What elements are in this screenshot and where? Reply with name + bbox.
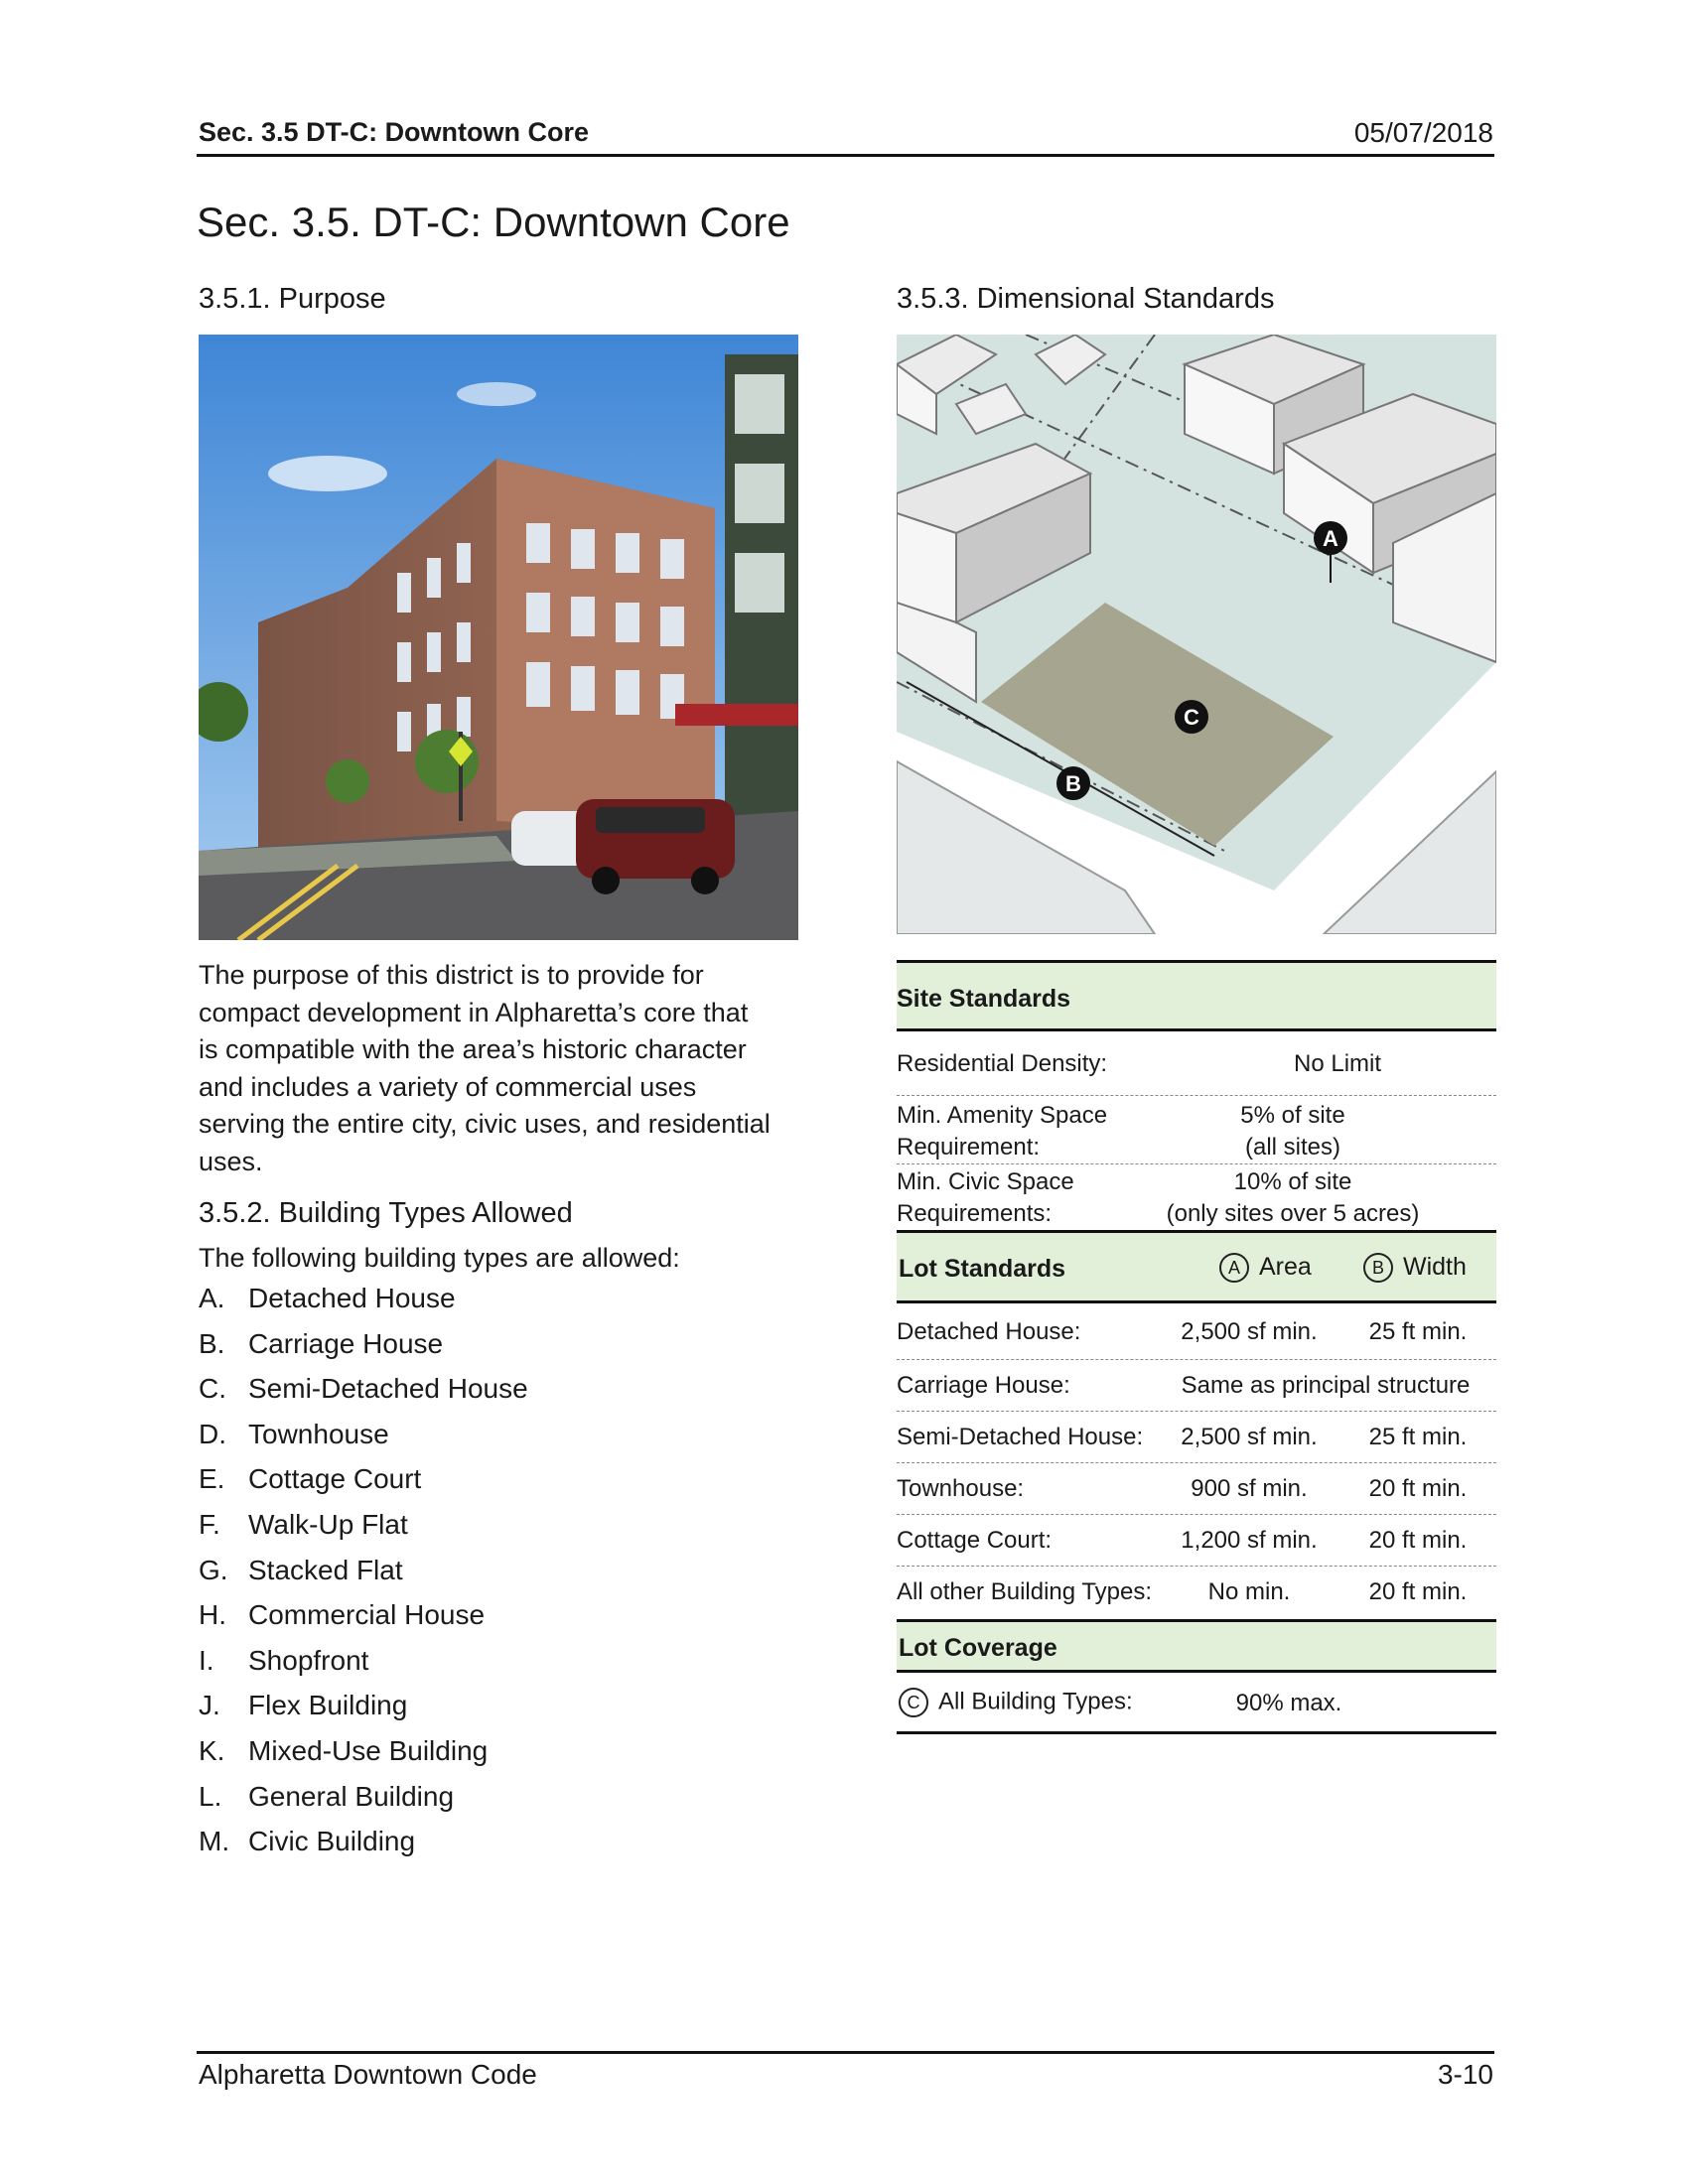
table-row: Semi-Detached House: 2,500 sf min. 25 ft min. (897, 1412, 1496, 1463)
marker-c: C (1184, 705, 1199, 730)
list-item: F. Walk-Up Flat (199, 1508, 408, 1540)
running-header-title: Sec. 3.5 DT-C: Downtown Core (199, 117, 590, 147)
site-standards-heading: Site Standards (897, 985, 1071, 1013)
site-standards-band (897, 960, 1496, 1031)
page-number: 3-10 (1437, 2059, 1493, 2090)
list-item: A. Detached House (199, 1283, 456, 1313)
list-item: G. Stacked Flat (199, 1554, 403, 1585)
lot-coverage-heading: Lot Coverage (899, 1634, 1057, 1662)
purpose-line: serving the entire city, civic uses, and residential (199, 1109, 771, 1139)
purpose-line: uses. (199, 1146, 263, 1176)
table-row: Carriage House: Same as principal structure (897, 1360, 1496, 1412)
marker-a: A (1323, 526, 1338, 551)
dimensional-heading: 3.5.3. Dimensional Standards (897, 283, 1275, 315)
table-row: Townhouse: 900 sf min. 20 ft min. (897, 1463, 1496, 1515)
lot-standards-heading: Lot Standards (899, 1255, 1066, 1283)
running-header-date: 05/07/2018 (1353, 117, 1493, 148)
purpose-line: and includes a variety of commercial uses (199, 1071, 697, 1102)
list-item: M. Civic Building (199, 1826, 416, 1857)
list-item: D. Townhouse (199, 1418, 389, 1449)
purpose-line: is compatible with the area’s historic character (199, 1034, 747, 1064)
table-row: Residential Density: No Limit (897, 1032, 1496, 1096)
circle-b-icon: B (1363, 1253, 1393, 1283)
page-title: Sec. 3.5. DT-C: Downtown Core (197, 199, 790, 245)
list-item: C. Semi-Detached House (199, 1373, 528, 1405)
list-item: E. Cottage Court (199, 1463, 422, 1495)
table-row: C All Building Types: 90% max. (897, 1674, 1496, 1734)
width-column-header: B Width (1363, 1253, 1467, 1283)
area-column-header: A Area (1219, 1253, 1312, 1283)
list-item: K. Mixed-Use Building (199, 1734, 489, 1766)
table-row: Cottage Court: 1,200 sf min. 20 ft min. (897, 1515, 1496, 1567)
lot-coverage-band (897, 1619, 1496, 1673)
purpose-line: The purpose of this district is to provide for (199, 960, 704, 990)
list-item: H. Commercial House (199, 1599, 486, 1631)
purpose-line: compact development in Alpharetta’s core that (199, 997, 749, 1027)
circle-c-icon: C (899, 1688, 928, 1717)
circle-a-icon: A (1219, 1253, 1249, 1283)
building-types-heading: 3.5.2. Building Types Allowed (199, 1197, 573, 1229)
lot-standards-band (897, 1230, 1496, 1303)
footer-title: Alpharetta Downtown Code (199, 2059, 537, 2090)
list-item: B. Carriage House (199, 1327, 444, 1359)
purpose-heading: 3.5.1. Purpose (199, 283, 386, 315)
footer-rule (197, 2051, 1494, 2054)
table-row: Min. Civic Space Requirements: 10% of site (only sites over 5 acres) (897, 1168, 1420, 1227)
table-row: All other Building Types: No min. 20 ft min. (897, 1578, 1468, 1605)
list-item: L. General Building (199, 1780, 455, 1812)
table-row: Min. Amenity Space Requirement: 5% of site (all sites) (897, 1096, 1496, 1164)
lot-diagram (897, 335, 1496, 934)
coverage-label: C All Building Types: (899, 1688, 1133, 1717)
building-types-list (199, 1283, 528, 1871)
downtown-street-photo (199, 335, 798, 940)
table-row: Detached House: 2,500 sf min. 25 ft min. (897, 1304, 1496, 1360)
header-rule (197, 154, 1494, 157)
marker-b: B (1065, 771, 1081, 796)
building-types-intro: The following building types are allowed: (199, 1243, 680, 1273)
purpose-paragraph (199, 957, 771, 1180)
list-item: I. Shopfront (199, 1644, 369, 1676)
list-item: J. Flex Building (199, 1690, 408, 1721)
